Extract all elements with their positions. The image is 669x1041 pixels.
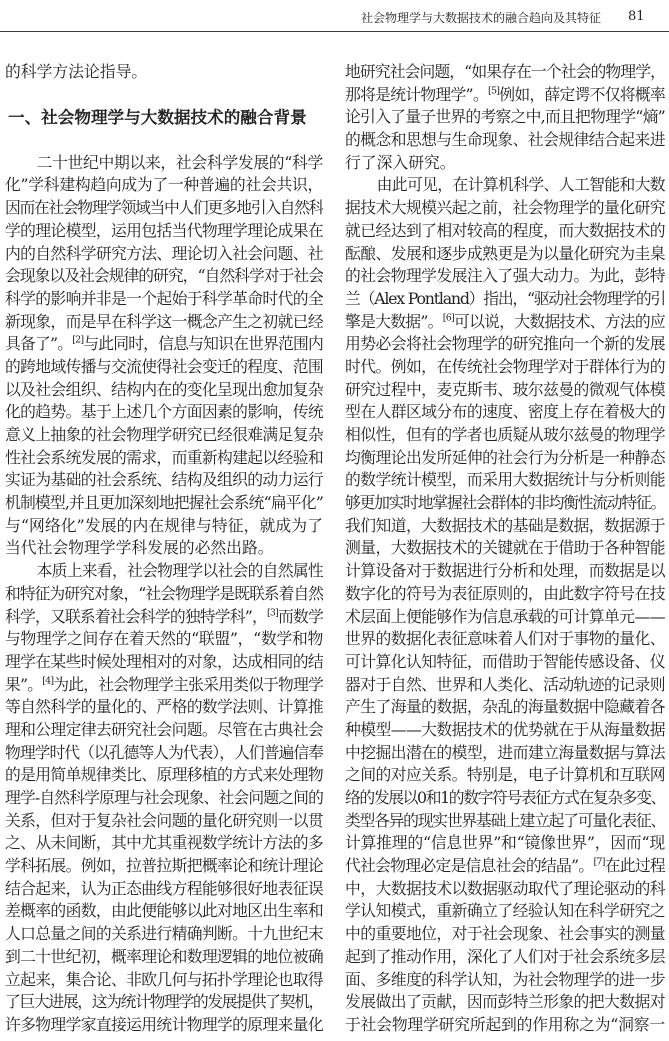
text-line [345,900,665,923]
text-line [345,606,665,629]
text-run: 我们知道，大数据技术的基础是数据，数据源于 [345,515,665,535]
line-text [5,788,323,807]
text-run: 具备了”。 [5,334,73,354]
paragraph-continued [5,61,323,84]
line-text [5,833,323,852]
text-line [345,832,665,855]
text-run: 够更加实时地掌握社会群体的非均衡性流动特征。 [345,493,665,513]
text-run: 等自然科学的量化的、严格的数学法则、计算推 [5,697,323,717]
text-run: 立起来，集合论、非欧几何与拓扑学理论也取得 [5,969,323,989]
text-line [5,197,323,220]
text-run: 的社会物理学发展注入了强大动力。为此，彭特 [345,266,665,286]
line-text [5,879,323,898]
text-run: 到二十世纪初，概率理论和数理逻辑的地位被确 [5,946,323,966]
text-run: 术层面上便能够作为信息承载的可计算单元—— [345,606,665,626]
text-run: 化的趋势。基于上述几个方面因素的影响，传统 [5,402,323,422]
text-run: 于社会物理学研究所起到的作用称之为“洞察一 [345,1014,665,1034]
text-run: 相似性，但有的学者也质疑从玻尔兹曼的物理学 [345,425,665,444]
line-text [5,765,323,784]
text-run: 意义上抽象的社会物理学研究已经很难满足复杂 [5,425,323,444]
line-text [345,85,665,104]
text-line [345,1014,665,1037]
text-run: 性社会系统发展的需求，而重新构建起以经验和 [5,447,323,467]
line-text [345,856,665,875]
text-run: 测量，大数据技术的关键就在于借助于各种智能 [345,538,665,558]
line-text [5,538,274,557]
line-text [345,425,665,444]
text-run: 可计算化认知特征，而借助于智能传感设备、仪 [345,651,665,671]
text-run: 用势必会将社会物理学的研究推向一个新的发展 [345,334,665,354]
text-run: 面、多维度的科学认知，为社会物理学的进一步 [345,969,665,989]
text-line [345,84,665,107]
line-text [345,947,665,966]
text-line [345,129,665,152]
text-line [345,810,665,833]
line-text [5,266,323,285]
line-text [5,652,323,671]
line-text [345,470,665,489]
line-text [345,924,665,943]
text-line [5,628,323,651]
line-text [5,62,147,81]
text-line [345,742,665,765]
line-text [345,448,665,467]
line-text [5,901,323,920]
line-text [345,107,665,126]
line-text [5,198,323,217]
text-run: 由此可见，在计算机科学、人工智能和大数 [376,175,665,195]
text-run: 时代。例如，在传统社会物理学对于群体行为的 [345,356,665,376]
text-run: 以及社会组织、结构内在的变化呈现出愈加复杂 [5,379,323,399]
line-text [5,516,323,535]
text-run: 机制模型,并且更加深刻地把握社会系统“扁平化” [5,493,323,513]
text-run: 学科拓展。例如，拉普拉斯把概率论和统计理论 [5,856,323,876]
line-text [345,607,665,626]
right-column [345,61,665,1037]
text-line [5,674,323,697]
text-run: 与此同时，信息与知识在世界范围内 [83,334,323,354]
text-line [345,401,665,424]
text-line [345,469,665,492]
line-text [5,629,323,648]
text-run: 中的重要地位，对于社会现象、社会事实的测量 [345,924,665,944]
text-run: 人口总量之间的关系进行精确判断。十九世纪末 [5,924,323,944]
text-line [345,311,665,334]
text-run: 理和公理定律去研究社会问题。尽管在古典社会 [5,719,323,739]
text-run: 果”。 [5,674,43,694]
line-text [5,244,323,263]
line-text [345,357,665,376]
text-line [345,379,665,402]
text-line [345,106,665,129]
text-run: 新现象，而是早在科学这一概念产生之初就已经 [5,311,323,331]
line-text [5,493,323,512]
text-run: 的是用简单规律类比、原理移植的方式来处理物 [5,765,323,785]
text-run: 与“网络化”发展的内在规律与特征，就成为了 [5,515,323,535]
line-text [377,175,665,194]
text-run: 为此，社会物理学主张采用类似于物理学 [53,674,323,694]
text-run: 结合起来，认为正态曲线方程能够很好地表征误 [5,878,323,898]
text-run: 可以说，大数据技术、方法的应 [454,311,665,331]
line-text [345,289,665,308]
text-line [345,333,665,356]
line-text [345,765,665,784]
text-run: 理学在某些时候处理相对的对象，达成相同的结 [5,651,323,671]
line-text [5,380,323,399]
text-run: 代社会物理必定是信息社会的结晶”。 [345,856,594,876]
line-text [345,198,665,217]
line-text [5,584,323,603]
line-text [5,947,323,966]
text-run: 与物理学之间存在着天然的“联盟”，“数学和物 [5,629,323,649]
text-run: 科学，又联系着社会科学的独特学科”， [5,606,267,626]
line-text [37,561,323,580]
paragraph-continued [345,61,665,174]
text-run: 中挖掘出潜在的模型，进而建立海量数据与算法 [345,742,665,762]
line-text [345,1015,665,1034]
text-run: 论引入了量子世界的考察之中,而且把物理学“熵” [345,107,665,127]
text-line [5,696,323,719]
text-run: 的跨地域传播与交流使得社会变迁的程度、范围 [5,356,323,376]
text-line [5,424,323,447]
text-line [345,288,665,311]
text-line [345,969,665,992]
text-line [345,61,665,84]
line-text [5,425,323,444]
line-text [345,811,665,830]
text-run: 而数学 [278,606,323,626]
text-run: 行了深入研究。 [345,152,456,172]
line-text [345,992,665,1011]
text-line [5,560,323,583]
line-text [345,720,665,739]
text-run: 兰（Alex Pontland）指出，“驱动社会物理学的引 [345,288,665,308]
text-line [345,243,665,266]
text-line [5,265,323,288]
text-line [5,923,323,946]
text-run: 和特征为研究对象，“社会物理学是既联系着自然 [5,583,323,603]
text-run: 世界的数据化表征意味着人们对于事物的量化、 [345,629,665,649]
header-rule [0,31,669,32]
citation-marker: [3] [267,607,279,619]
text-run: 理学-自然科学原理与社会现象、社会问题之间的 [5,788,323,807]
line-text [345,221,665,240]
text-run: 学认知模式，重新确立了经验认知在科学研究之 [345,901,665,921]
line-text [5,470,323,489]
text-line [345,220,665,243]
text-line [345,424,665,447]
text-run: 关系，但对于复杂社会问题的量化研究则一以贯 [5,810,323,830]
section-heading-text: 一、社会物理学与大数据技术的融合背景 [8,107,307,128]
text-line [345,787,665,810]
text-run: 二十世纪中期以来，社会科学发展的“科学 [36,152,323,172]
line-text [345,312,665,331]
text-line [5,810,323,833]
text-run: 因而在社会物理学领域当中人们更多地引入自然科 [5,198,323,218]
text-line [345,946,665,969]
text-line [5,333,323,356]
line-text [5,402,323,421]
text-line [5,878,323,901]
line-text [345,788,665,807]
text-run: 学的理论模型，运用包括当代物理学理论成果在 [5,220,323,240]
text-run: 化”学科建构趋向成为了一种普遍的社会共识， [5,175,323,195]
text-line [345,651,665,674]
text-line [5,243,323,266]
text-line [345,583,665,606]
text-line [5,469,323,492]
line-text [345,652,665,671]
text-line [345,923,665,946]
text-line [345,719,665,742]
line-text [5,175,323,194]
text-line [345,855,665,878]
text-run: 了巨大进展，这为统计物理学的发展提供了契机， [5,992,323,1012]
text-run: 类型各异的现实世界基础上建立起了可量化表征、 [345,810,665,830]
text-run: 计算设备对于数据进行分析和处理，而数据是以 [345,561,665,581]
text-line [5,311,323,334]
text-line [5,832,323,855]
line-text [345,493,665,512]
text-line [345,152,665,175]
text-line [345,265,665,288]
text-line [5,1014,323,1037]
text-run: 发展做出了贡献，因而彭特兰形象的把大数据对 [345,992,665,1012]
text-line [345,696,665,719]
line-text [345,743,665,762]
line-text [345,629,665,648]
citation-marker: [2] [72,334,84,346]
text-line [345,560,665,583]
text-line [5,152,323,175]
text-line [345,356,665,379]
text-line [5,855,323,878]
text-line [5,991,323,1014]
line-text [345,538,665,557]
line-text [5,312,323,331]
text-run: 的数学统计模型，而采用大数据统计与分析则能 [345,470,665,490]
line-text [345,153,456,172]
line-text [5,992,323,1011]
text-line [5,537,323,560]
text-line [5,492,323,515]
text-run: 数字化的符号为表征原则的，由此数字符号在技 [345,583,665,603]
line-text [5,221,323,240]
text-run: 中，大数据技术以数据驱动取代了理论驱动的科 [345,878,665,898]
text-run: 本质上来看，社会物理学以社会的自然属性 [36,561,323,581]
citation-marker: [5] [487,85,500,97]
paragraph [5,560,323,1036]
text-run: 科学的影响并非是一个起始于科学革命时代的全 [5,288,323,308]
line-text [5,334,323,353]
line-text [5,970,323,989]
text-run: 型在人群区域分布的速度、密度上存在着极大的 [345,402,665,422]
line-text [345,244,665,263]
text-line [345,515,665,538]
text-line [5,379,323,402]
text-run: 的概念和思想与生命现象、社会规律结合起来进 [345,130,665,150]
text-line [345,197,665,220]
text-line [5,61,323,84]
text-line [345,628,665,651]
section-heading [5,106,323,129]
line-text [5,448,323,467]
text-run: 擎是大数据”。 [345,311,443,331]
text-run: 许多物理学家直接运用统计物理学的原理来量化 [5,1014,323,1034]
line-text [345,970,665,989]
line-text [5,856,323,875]
text-line [345,537,665,560]
text-run: 差概率的函数，由此便能够以此对地区出生率和 [5,901,323,921]
text-run: 内的自然科学研究方法、理论切入社会问题、社 [5,243,323,263]
line-text [345,561,665,580]
text-line [345,878,665,901]
text-run: 络的发展以0和1的数字符号表征方式在复杂多变、 [345,788,665,807]
text-run: 当代社会物理学学科发展的必然出路。 [5,538,274,558]
text-run: 起到了推动作用，深化了人们对于社会系统多层 [345,946,665,966]
page-number: 81 [628,9,645,24]
text-run: 之间的对应关系。特别是，电子计算机和互联网 [345,765,665,785]
text-line [345,674,665,697]
text-line [5,969,323,992]
text-run: 均衡理论出发所延伸的社会行为分析是一种静态 [345,447,665,467]
text-run: 地研究社会问题，“如果存在一个社会的物理学， [345,62,665,81]
text-run: 在此过程 [604,856,665,876]
text-run: 产生了海量的数据，杂乱的海量数据中隐藏着各 [345,697,665,717]
paragraph [5,152,323,560]
line-text [345,675,665,694]
text-run: 物理学时代（以孔德等人为代表），人们普遍信奉 [5,742,323,762]
line-text [5,289,323,308]
paragraph [345,174,665,1036]
text-line [5,764,323,787]
text-line [5,946,323,969]
text-line [5,447,323,470]
line-text [5,675,323,694]
text-line [5,515,323,538]
line-text [345,334,665,353]
line-text [345,402,665,421]
line-text [5,357,323,376]
text-line [345,447,665,470]
text-line [345,764,665,787]
line-text [345,879,665,898]
text-line [5,742,323,765]
text-run: 之、从未间断，其中尤其重视数学统计方法的多 [5,833,323,853]
line-text [37,153,323,172]
text-run: 器对于自然、世界和人类化、活动轨迹的记录则 [345,674,665,694]
line-text [345,901,665,920]
text-line [345,174,665,197]
line-text [345,516,665,535]
line-text [5,720,323,739]
line-text [345,130,665,149]
text-run: 会现象以及社会规律的研究，“自然科学对于社会 [5,266,323,286]
line-text [345,266,665,285]
text-run: 酝酿、发展和逐步成熟更是为以量化研究为圭臬 [345,243,665,263]
text-run: 种模型——大数据技术的优势就在于从海量数据 [345,719,665,739]
text-run: 那将是统计物理学”。 [345,84,488,104]
text-line [5,719,323,742]
text-line [5,220,323,243]
line-text [345,62,665,81]
text-line [5,401,323,424]
text-run: 据技术大规模兴起之前，社会物理学的量化研究 [345,198,665,218]
citation-marker: [7] [593,856,605,868]
line-text [345,833,665,852]
text-run: 就已经达到了相对较高的程度，而大数据技术的 [345,220,665,240]
text-line [5,288,323,311]
line-text [5,743,323,762]
text-line [345,991,665,1014]
line-text [5,811,323,830]
line-text [345,697,665,716]
citation-marker: [6] [442,312,455,324]
line-text [5,697,323,716]
text-line [5,583,323,606]
line-text [5,607,323,626]
text-line [345,492,665,515]
citation-marker: [4] [42,675,54,687]
text-run: 实证为基础的社会系统、结构及组织的动力运行 [5,470,323,490]
text-run: 计算推理的“信息世界”和“镜像世界”，因而“现 [345,833,665,853]
line-text [345,380,665,399]
text-run: 研究过程中，麦克斯韦、玻尔兹曼的微观气体模 [345,379,665,399]
text-line [5,651,323,674]
text-run: 的科学方法论指导。 [5,62,148,81]
text-line [5,900,323,923]
left-column [5,61,323,1037]
running-title: 社会物理学与大数据技术的融合趋向及其特征 [360,11,601,25]
line-text [345,584,665,603]
text-run: 例如，薛定谔不仅将概率 [499,84,665,104]
line-text [5,1015,323,1034]
text-line [5,356,323,379]
text-line [5,787,323,810]
text-line [5,606,323,629]
line-text [5,924,323,943]
text-line [5,174,323,197]
